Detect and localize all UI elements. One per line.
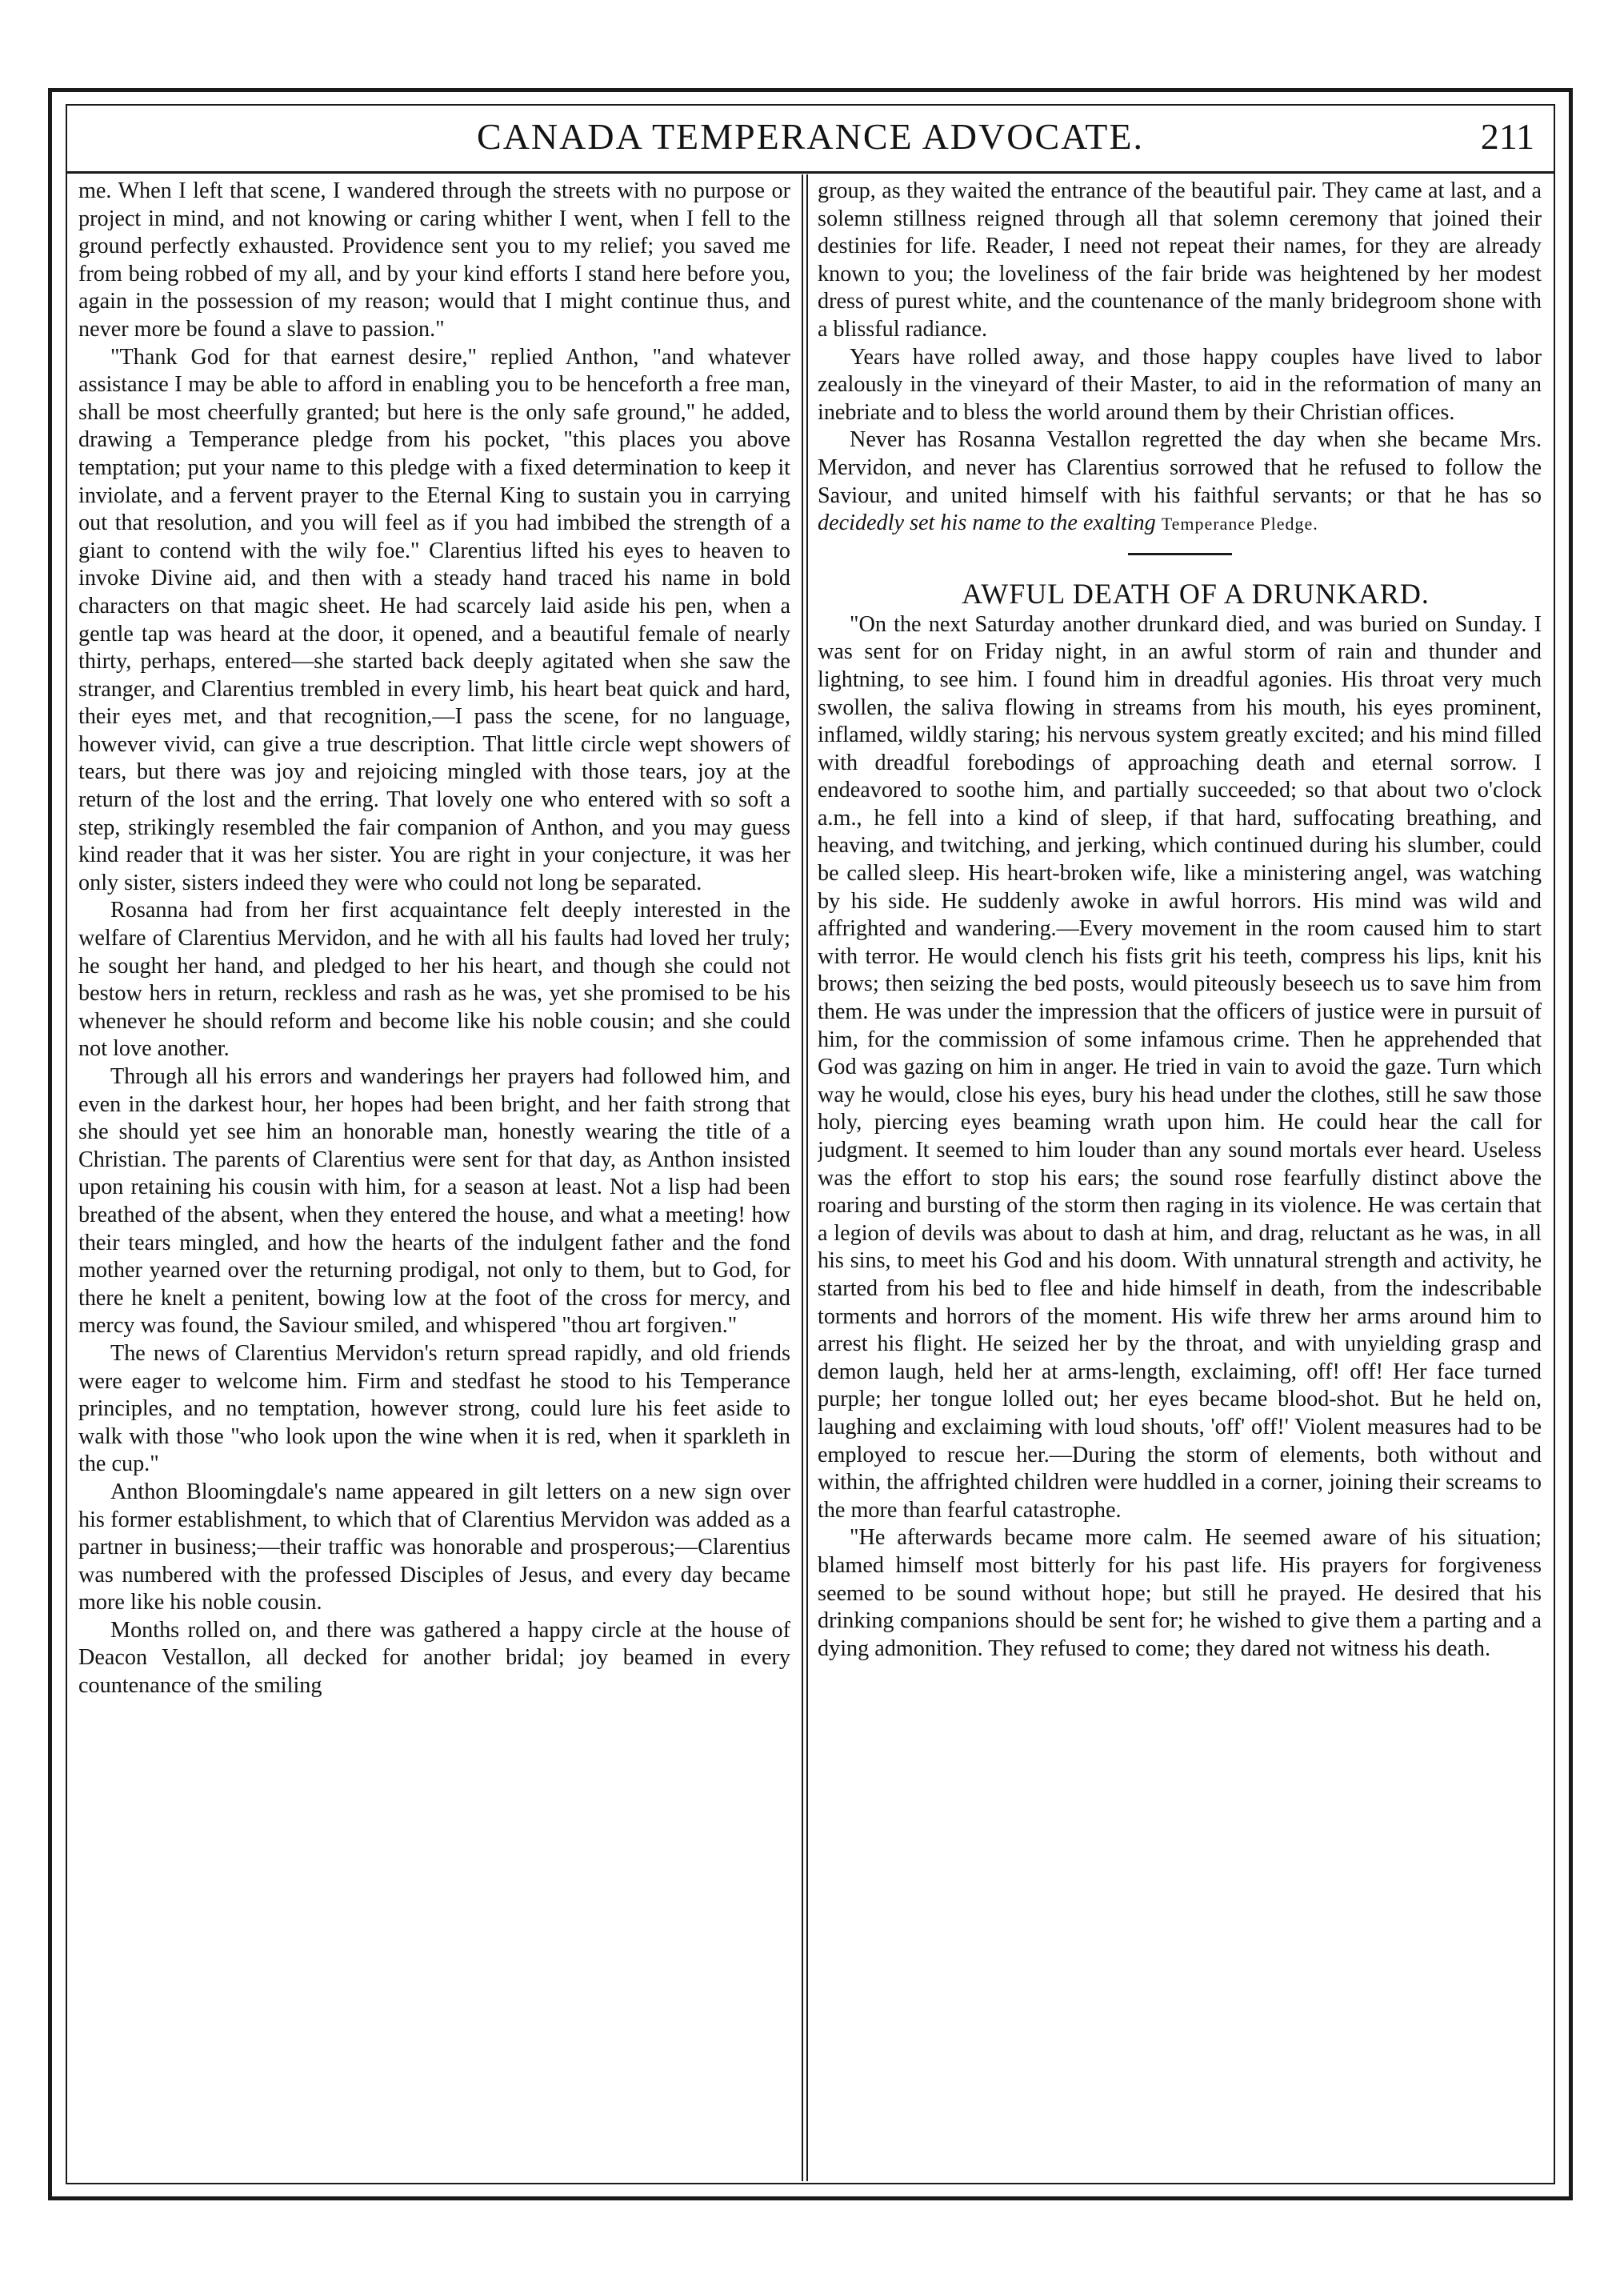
paragraph: Months rolled on, and there was gathered a happy circle at the house of Deacon Vestallon, all decked for another bridal; joy beamed in every countenance of the smiling xyxy=(78,1617,790,1699)
right-column xyxy=(818,178,1542,2178)
paragraph: "On the next Saturday another drunkard died, and was buried on Sunday. I was sent for on Friday night, in an awful storm of rain and thunder and lightning, to see him. I found him in dreadful agonies. His throat very much swollen, the saliva flowing in streams from his mouth, his eyes prominent, inflamed, wildly staring; his nervous system greatly excited; and his mind filled with dreadful forebodings of approaching death and eternal sorrow. I endeavored to soothe him, and partially succeeded; so that about two o'clock a.m., he fell into a kind of sleep, if that hard, suffocating breathing, and heaving, and twitching, and jerking, which continued during his slumber, could be called sleep. His heart-broken wife, like a ministering angel, was watching by his side. He suddenly awoke in awful horrors. His mind was wild and affrighted and wandering.—Every movement in the room caused him to start with terror. He would clench his fists grit his teeth, compress his lips, knit his brows; then seizing the bed posts, would piteously beseech us to save him from them. He was under the impression that the officers of justice were in pursuit of him, for the commission of some infamous crime. Then he apprehended that God was gazing on him in anger. He tried in vain to avoid the gaze. Turn which way he would, close his eyes, bury his head under the clothes, still he saw those holy, piercing eyes beaming wrath upon him. He could hear the call for judgment. It seemed to him louder than any sound mortals ever heard. Useless was the effort to stop his ears; the sound rose fearfully distinct above the roaring and bursting of the storm then raging in its violence. He was certain that a legion of devils was about to dash at him, and drag, reluctant as he was, in all his sins, to meet his God and his doom. With unnatural strength and activity, he started from his bed to flee and hide himself in death, from the indescribable torments and horrors of the moment. His wife threw her arms around him to arrest his flight. He seized her by the throat, and with unyielding grasp and demon laugh, held her at arms-length, exclaiming, off! off! Her face turned purple; her tongue lolled out; her eyes became blood-shot. But he held on, laughing and exclaiming with loud shouts, 'off' off!' Violent measures had to be employed to rescue her.—During the storm of elements, both without and within, the affrighted children were huddled in a corner, joining their screams to the more than fearful catastrophe. xyxy=(818,611,1542,1523)
paragraph: Rosanna had from her first acquaintance felt deeply interested in the welfare of Clarentius Mervidon, and he with all his faults had loved her truly; he sought her hand, and pledged to her his heart, and though she could not bestow hers in return, reckless and rash as he was, yet she promised to be his whenever he should reform and become like his noble cousin; and she could not love another. xyxy=(78,898,790,1062)
column-divider-inner xyxy=(806,174,808,2181)
page-number: 211 xyxy=(1480,116,1534,157)
temperance-pledge-smallcaps: Temperance Pledge. xyxy=(1161,514,1318,534)
closing-italic-text: decidedly set his name to the exalting xyxy=(818,510,1162,536)
publication-title: CANADA TEMPERANCE ADVOCATE. xyxy=(477,116,1144,157)
closing-paragraph xyxy=(818,426,1542,538)
paragraph: "Thank God for that earnest desire," replied Anthon, "and whatever assistance I may be able to afford in enabling you to be henceforth a free man, shall be most cheerfully granted; but here is the only safe ground," he added, drawing a Temperance pledge from his pocket, "this places you above temptation; put your name to this pledge with a fixed determination to keep it inviolate, and a fervent prayer to the Eternal King to sustain you in carrying out that resolution, and you will feel as if you had imbibed the strength of a giant to contend with the wily foe." Clarentius lifted his eyes to heaven to invoke Divine aid, and then with a steady hand traced his name in bold characters on that magic sheet. He had scarcely laid aside his pen, when a gentle tap was heard at the door, it opened, and a beautiful female of nearly thirty, perhaps, entered—she started back deeply agitated when she saw the stranger, and Clarentius trembled in every limb, his heart beat quick and hard, their eyes met, and that recognition,—I pass the scene, for no language, however vivid, can give a true description. That little circle wept showers of tears, but there was joy and rejoicing mingled with those tears, joy at the return of the lost and the erring. That lovely one who entered with so soft a step, strikingly resembled the fair companion of Anthon, and you may guess kind reader that it was her sister. You are right in your conjecture, it was her only sister, sisters indeed they were who could not long be separated. xyxy=(78,344,790,895)
header-rule xyxy=(67,171,1554,174)
paragraph: Through all his errors and wanderings her prayers had followed him, and even in the darkest hour, her hopes had been bright, and her faith strong that she should yet see him an honorable man, honestly wearing the title of a Christian. The parents of Clarentius were sent for that day, as Anthon insisted upon retaining his cousin with him, for a season at least. Not a lisp had been breathed of the absent, when they entered the house, and what a meeting! how their tears mingled, and how the hearts of the indulgent father and the fond mother yearned over the returning prodigal, not only to them, but to God, for there he knelt a penitent, bowing low at the foot of the cross for mercy, and mercy was found, the Saviour smiled, and whispered "thou art forgiven." xyxy=(78,1064,790,1339)
column-divider xyxy=(802,174,803,2181)
page-header xyxy=(80,110,1541,166)
paragraph: me. When I left that scene, I wandered through the streets with no purpose or project in mind, and not knowing or caring whither I went, when I fell to the ground perfectly exhausted. Providence sent you to my relief; you saved me from being robbed of my all, and by your kind efforts I stand here before you, again in the possession of my reason; would that I might continue thus, and never more be found a slave to passion." xyxy=(78,178,790,342)
section-separator-rule xyxy=(1128,553,1232,555)
paragraph: The news of Clarentius Mervidon's return spread rapidly, and old friends were eager to welcome him. Firm and stedfast he stood to his Temperance principles, and no temptation, however strong, could lure his feet aside to walk with those "who look upon the wine when it is red, when it sparkleth in the cup." xyxy=(78,1340,790,1477)
left-column xyxy=(78,178,790,2178)
closing-text: Never has Rosanna Vestallon regretted the day when she became Mrs. Mervidon, and never has Clarentius sorrowed that he refused to follow the Saviour, and united himself with his faithful servants; or that he has so xyxy=(818,427,1542,508)
paragraph: group, as they waited the entrance of the beautiful pair. They came at last, and a solemn stillness reigned through all that solemn ceremony that joined their destinies for life. Reader, I need not repeat their names, for they are already known to you; the loveliness of the fair bride was heightened by her modest dress of purest white, and the countenance of the manly bridegroom shone with a blissful radiance. xyxy=(818,178,1542,342)
article-heading: AWFUL DEATH OF A DRUNKARD. xyxy=(962,577,1430,610)
paragraph: Years have rolled away, and those happy couples have lived to labor zealously in the vineyard of their Master, to aid in the reformation of many an inebriate and to bless the world around them by their Christian offices. xyxy=(818,344,1542,425)
paragraph: "He afterwards became more calm. He seemed aware of his situation; blamed himself most bitterly for his past life. His prayers for forgiveness seemed to be sound without hope; but still he prayed. He desired that his drinking companions should be sent for; he wished to give them a parting and a dying admonition. They refused to come; they dared not witness his death. xyxy=(818,1525,1542,1661)
paragraph: Anthon Bloomingdale's name appeared in gilt letters on a new sign over his former establishment, to which that of Clarentius Mervidon was added as a partner in business;—their traffic was honorable and prosperous;—Clarentius was numbered with the professed Disciples of Jesus, and every day became more like his noble cousin. xyxy=(78,1479,790,1615)
